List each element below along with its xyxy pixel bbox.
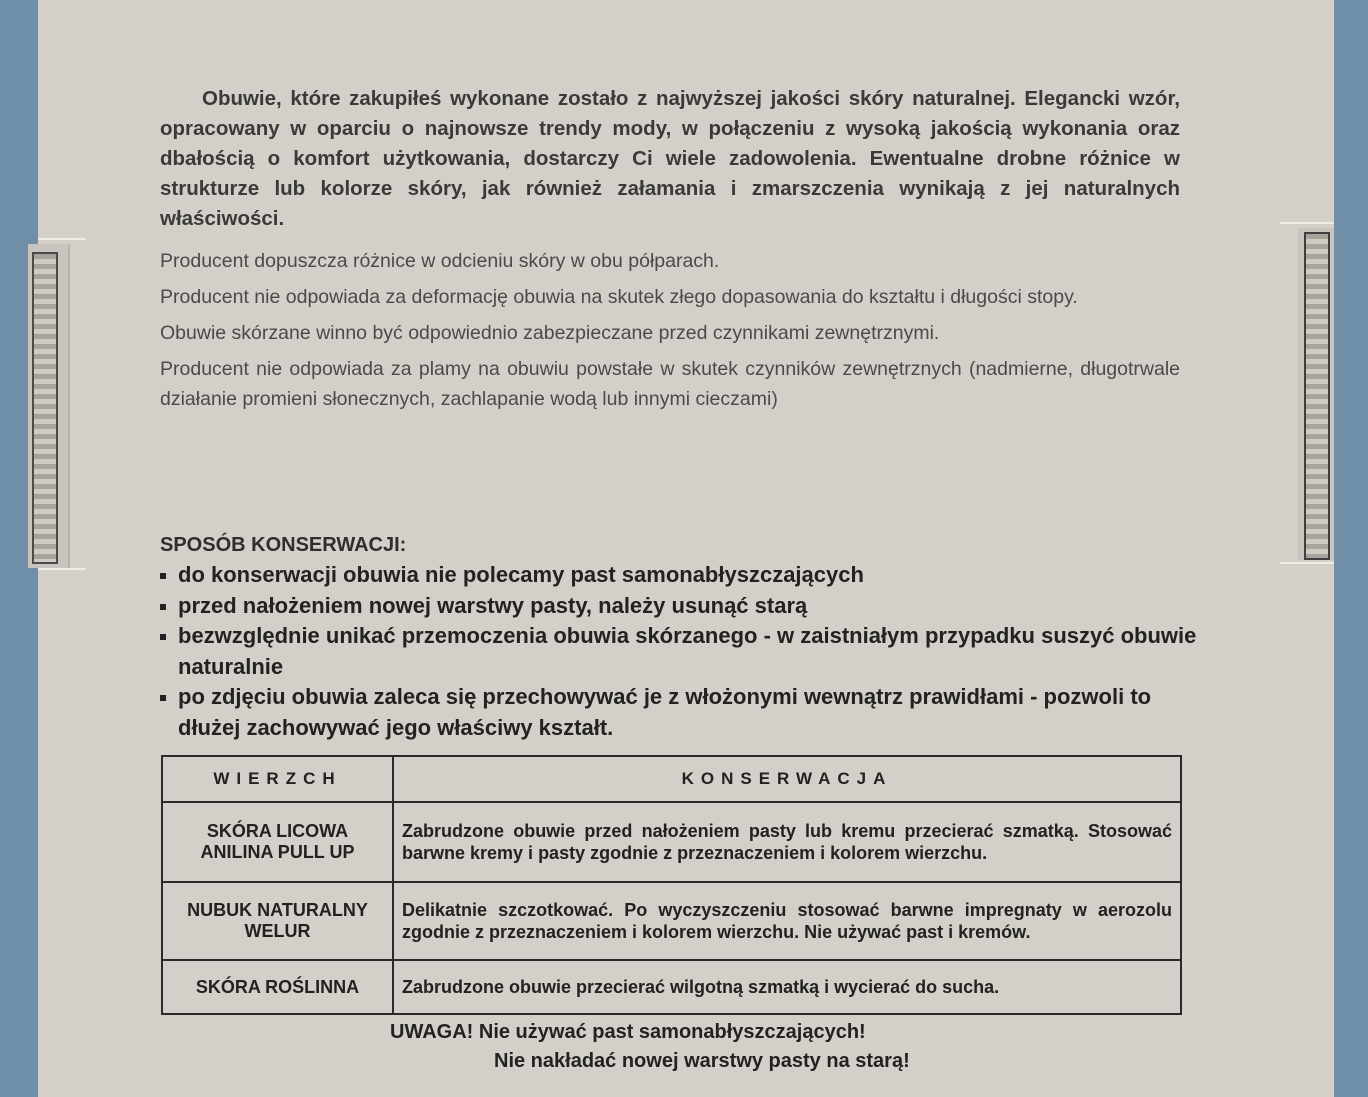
table-row [162, 960, 1181, 1014]
conservation-item [160, 591, 1200, 622]
flap-cut-line [38, 238, 86, 240]
conservation-list [160, 560, 1200, 743]
conservation-item [160, 560, 1200, 591]
note-item: Producent nie odpowiada za plamy na obuwiu powstałe w skutek czynników zewnętrznych (nadmierne, długotrwale działanie promieni słonecznych, zachlapanie wodą lub innymi cieczami) [160, 358, 1180, 410]
note-item: Producent nie odpowiada za deformację obuwia na skutek złego dopasowania do kształtu i długości stopy. [160, 286, 1078, 308]
care-cell: Delikatnie szczotkować. Po wyczyszczeniu stosować barwne impregnaty w aerozolu zgodnie z przeznaczeniem i kolorem wierzchu. Nie używać past i kremów. [393, 882, 1181, 960]
square-bullet-icon [160, 634, 166, 640]
square-bullet-icon [160, 604, 166, 610]
care-cell: Zabrudzone obuwie przecierać wilgotną szmatką i wycierać do sucha. [393, 960, 1181, 1014]
flap-cut-line [1280, 562, 1334, 564]
warning-line-2: Nie nakładać nowej warstwy pasty na starą! [494, 1050, 910, 1072]
corrugated-edge-right [1304, 232, 1330, 560]
right-box-flap [1298, 228, 1334, 560]
header-wierzch: WIERZCH [162, 756, 393, 802]
conservation-item-text: po zdjęciu obuwia zaleca się przechowywać je z włożonymi wewnątrz prawidłami - pozwoli to dłużej zachowywać jego właściwy kształt. [178, 684, 1152, 740]
conservation-item [160, 621, 1200, 682]
square-bullet-icon [160, 573, 166, 579]
intro-paragraph [160, 84, 1180, 234]
note-item: Producent dopuszcza różnice w odcieniu skóry w obu półparach. [160, 250, 720, 272]
table-row [162, 882, 1181, 960]
square-bullet-icon [160, 695, 166, 701]
producent-notes [160, 246, 1180, 420]
material-cell: SKÓRA ROŚLINNA [162, 960, 393, 1014]
warning-line-1: UWAGA! Nie używać past samonabłyszczających! [390, 1021, 866, 1043]
note-item: Obuwie skórzane winno być odpowiednio zabezpieczane przed czynnikami zewnętrznymi. [160, 322, 940, 344]
header-konserwacja: KONSERWACJA [393, 756, 1181, 802]
conservation-title: SPOSÓB KONSERWACJI: [160, 534, 407, 556]
material-cell: NUBUK NATURALNY WELUR [162, 882, 393, 960]
intro-text: Obuwie, które zakupiłeś wykonane zostało z najwyższej jakości skóry naturalnej. Elegancki wzór, opracowany w oparciu o najnowsze trendy mody, w połączeniu z wysoką jakością wykonania oraz dbałością o komfort użytkowania, dostarczy Ci wiele zadowolenia. Ewentualne drobne różnice w strukturze lub kolorze skóry, jak również załamania i zmarszczenia wynikają z jej naturalnych właściwości. [160, 87, 1180, 230]
left-box-flap [28, 244, 70, 568]
table-row [162, 802, 1181, 882]
conservation-item-text: bezwzględnie unikać przemoczenia obuwia skórzanego - w zaistniałym przypadku suszyć obuwie naturalnie [178, 623, 1197, 679]
material-cell: SKÓRA LICOWA ANILINA PULL UP [162, 802, 393, 882]
conservation-item [160, 682, 1200, 743]
flap-cut-line [38, 568, 86, 570]
conservation-item-text: przed nałożeniem nowej warstwy pasty, należy usunąć starą [178, 592, 808, 618]
care-cell: Zabrudzone obuwie przed nałożeniem pasty lub kremu przecierać szmatką. Stosować barwne kremy i pasty zgodnie z przeznaczeniem i kolorem wierzchu. [393, 802, 1181, 882]
care-table [161, 755, 1182, 1015]
flap-cut-line [1280, 222, 1334, 224]
warning-note [390, 1018, 910, 1076]
table-header-row [162, 756, 1181, 802]
conservation-item-text: do konserwacji obuwia nie polecamy past samonabłyszczających [178, 562, 864, 587]
corrugated-edge-left [32, 252, 58, 564]
